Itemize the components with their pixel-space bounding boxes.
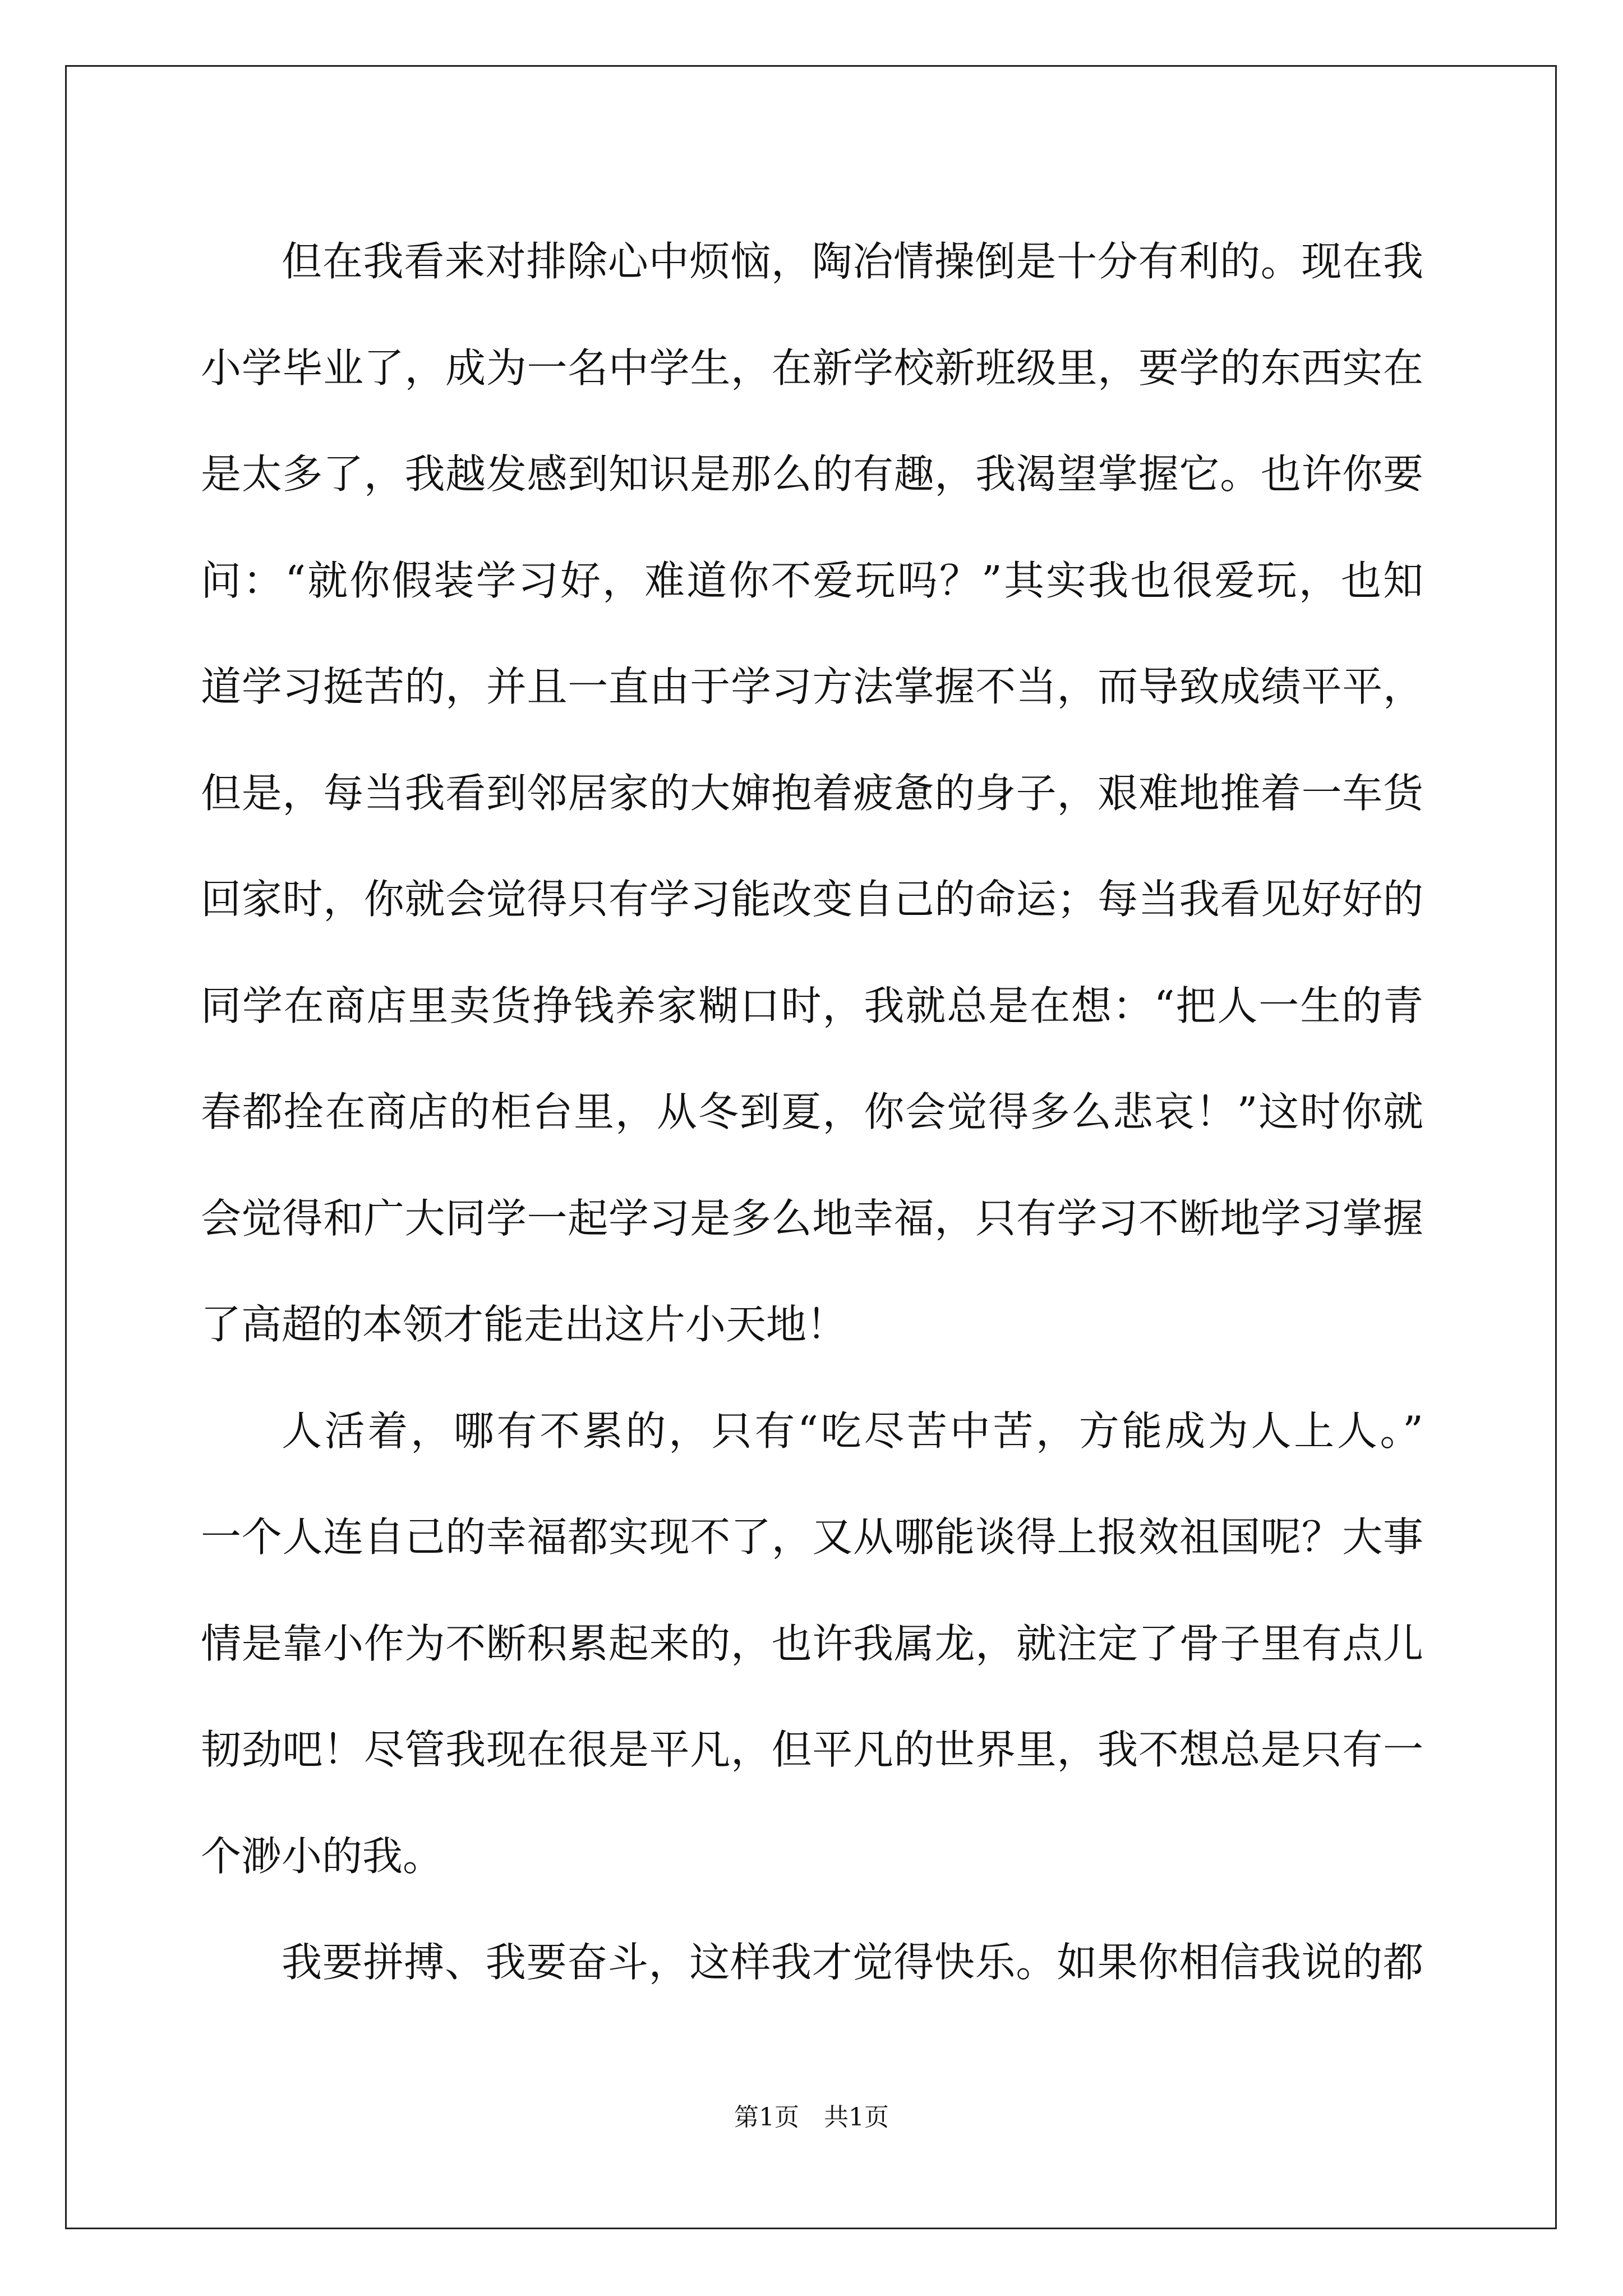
text-line: 个渺小的我。 (201, 1832, 444, 1880)
text-line: 春都拴在商店的柜台里，从冬到夏，你会觉得多么悲哀！”这时你就 (201, 1088, 1423, 1135)
text-line: 小学毕业了，成为一名中学生，在新学校新班级里，要学的东西实在 (201, 344, 1423, 392)
text-line: 韧劲吧！尽管我现在很是平凡，但平凡的世界里，我不想总是只有一 (201, 1726, 1423, 1773)
text-line: 问：“就你假装学习好，难道你不爱玩吗？”其实我也很爱玩，也知 (201, 556, 1423, 604)
text-line: 但是，每当我看到邻居家的大婶抱着疲惫的身子，艰难地推着一车货 (201, 769, 1423, 817)
text-line: 我要拼搏、我要奋斗，这样我才觉得快乐。如果你相信我说的都 (282, 1939, 1423, 1986)
page-total: 共1页 (824, 2103, 889, 2132)
text-line: 但在我看来对排除心中烦恼，陶冶情操倒是十分有利的。现在我 (282, 238, 1423, 285)
text-line: 了高超的本领才能走出这片小天地！ (201, 1301, 847, 1348)
text-line: 回家时，你就会觉得只有学习能改变自己的命运；每当我看见好好的 (201, 876, 1423, 923)
text-line: 会觉得和广大同学一起学习是多么地幸福，只有学习不断地学习掌握 (201, 1194, 1423, 1242)
text-line: 是太多了，我越发感到知识是那么的有趣，我渴望掌握它。也许你要 (201, 450, 1423, 498)
text-line: 情是靠小作为不断积累起来的，也许我属龙，就注定了骨子里有点儿 (201, 1619, 1423, 1667)
text-line: 同学在商店里卖货挣钱养家糊口时，我就总是在想：“把人一生的青 (201, 982, 1423, 1029)
text-line: 一个人连自己的幸福都实现不了，又从哪能谈得上报效祖国呢？大事 (201, 1513, 1423, 1561)
document-body (201, 209, 1423, 2016)
text-line: 道学习挺苦的，并且一直由于学习方法掌握不当，而导致成绩平平， (201, 663, 1423, 710)
page-footer (0, 2101, 1623, 2134)
text-line: 人活着，哪有不累的，只有“吃尽苦中苦，方能成为人上人。” (282, 1407, 1423, 1455)
page-number: 第1页 (734, 2103, 799, 2132)
